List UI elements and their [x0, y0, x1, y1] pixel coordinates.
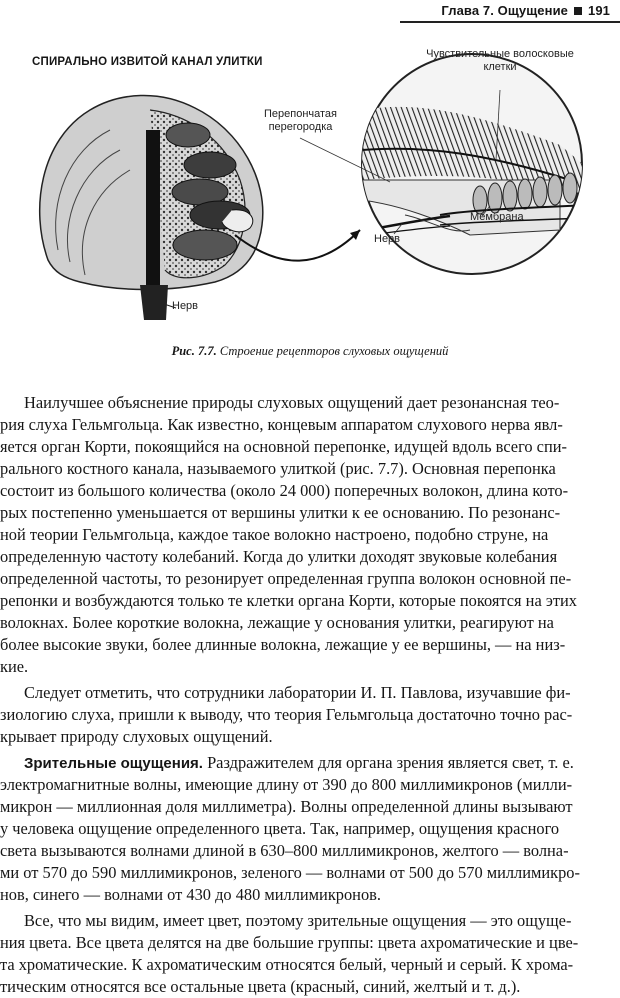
text-line: кие.	[0, 657, 29, 676]
figure-caption	[0, 344, 620, 359]
text-line: репонки и возбуждаются только те клетки органа Корти, которые покоятся на этих	[0, 591, 577, 610]
text-line: зиологию слуха, пришли к выводу, что теория Гельмгольца достаточно точно рас-	[0, 705, 573, 724]
text-line: ной теории Гельмгольца, каждое такое волокно настроено, подобно струне, на	[0, 525, 549, 544]
section-heading: Зрительные ощущения.	[24, 755, 203, 772]
label-septum: Перепончатая перегородка	[263, 108, 337, 133]
figure-title: СПИРАЛЬНО ИЗВИТОЙ КАНАЛ УЛИТКИ	[32, 56, 263, 68]
text-line: электромагнитные волны, имеющие длину от 390 до 800 миллимикронов (милли-	[0, 775, 573, 794]
text-line: определенную частоту колебаний. Когда до улитки доходят звуковые колебания	[0, 547, 558, 566]
text-line: ния цвета. Все цвета делятся на две большие группы: цвета ахроматические и цве-	[0, 933, 579, 952]
text-line: ми от 570 до 590 миллимикронов, зеленого — волнами от 500 до 570 миллимикро-	[0, 863, 580, 882]
text-line: света вызываются волнами длиной в 630–800 миллимикронов, желтого — волна-	[0, 841, 569, 860]
label-nerve-left: Нерв	[172, 300, 199, 312]
caption-number: Рис. 7.7.	[171, 344, 217, 358]
text-line: у человека ощущение определенного цвета. Так, например, ощущения красного	[0, 819, 560, 838]
body-text	[0, 392, 620, 998]
label-membrane: Мембрана	[470, 211, 524, 223]
text-line: рых постепенно уменьшается от вершины улитки к ее основанию. По резонанс-	[0, 503, 561, 522]
chapter-title: Глава 7. Ощущение	[441, 3, 568, 18]
text-line: волокнах. Более короткие волокна, лежащие у основания улитки, реагируют на	[0, 613, 554, 632]
text-line	[0, 752, 620, 774]
cochlea-illustration	[0, 30, 620, 350]
text-line: определенной частоты, то резонирует определенная группа волокон основной пе-	[0, 569, 572, 588]
text-line: Наилучшее объяснение природы слуховых ощущений дает резонансная тео-	[24, 393, 560, 412]
text-line: состоит из большого количества (около 24 000) поперечных волокон, длина кото-	[0, 481, 569, 500]
page-number: 191	[588, 3, 610, 18]
text-line: крывает природу слуховых ощущений.	[0, 727, 273, 746]
text-line: яется орган Корти, покоящийся на основной перепонке, идущей вдоль всего спи-	[0, 437, 567, 456]
text-span: Раздражителем для органа зрения является свет, т. е.	[202, 753, 574, 772]
header-rule	[400, 21, 620, 23]
header-text	[441, 3, 610, 18]
text-line: более высокие звуки, более длинные волокна, лежащие у ее вершины, — на низ-	[0, 635, 566, 654]
label-sensory-cells: Чувствительные волосковые клетки	[426, 48, 574, 73]
text-line: Все, что мы видим, имеет цвет, поэтому зрительные ощущения — это ощуще-	[24, 911, 572, 930]
caption-text: Строение рецепторов слуховых ощущений	[219, 344, 449, 358]
figure-cochlea	[0, 30, 620, 350]
text-line: рия слуха Гельмгольца. Как известно, концевым аппаратом слухового нерва явл-	[0, 415, 563, 434]
text-line: та хроматические. К ахроматическим относятся белый, черный и серый. К хрома-	[0, 955, 574, 974]
text-line: микрон — миллионная доля миллиметра). Волны определенной длины вызывают	[0, 797, 573, 816]
label-nerve-right: Нерв	[374, 233, 401, 245]
cochlea-shape	[40, 95, 263, 320]
text-line: тическим относятся все остальные цвета (красный, синий, желтый и т. д.).	[0, 977, 521, 996]
text-line: рального костного канала, называемого улиткой (рис. 7.7). Основная перепонка	[0, 459, 556, 478]
square-bullet-icon	[574, 7, 582, 15]
text-line: нов, синего — волнами от 430 до 480 миллимикронов.	[0, 885, 381, 904]
text-line: Следует отметить, что сотрудники лаборатории И. П. Павлова, изучавшие фи-	[24, 683, 571, 702]
running-head	[0, 0, 620, 24]
